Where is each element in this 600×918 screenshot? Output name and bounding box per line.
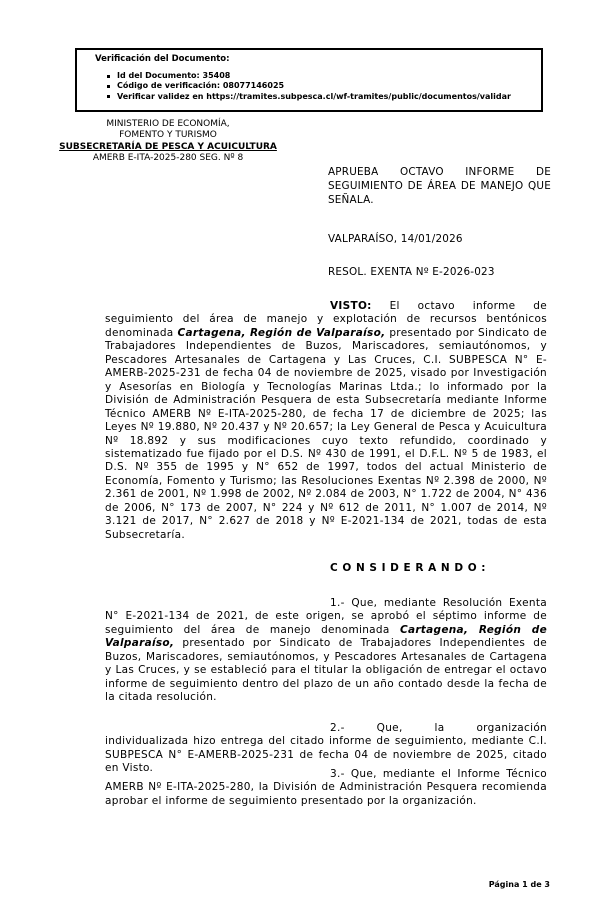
verification-item-code: Código de verificación: 08077146025 (105, 81, 541, 91)
amerb-reference: AMERB E-ITA-2025-280 SEG. Nº 8 (92, 152, 244, 163)
visto-text-2: presentado por Sindicato de Trabajadores Independientes de Buzos, Mariscadores, semiautónomos, y Pescadores Artesanales de Cartagena y Las Cruces, C.I. SUBPESCA N° E-AMERB-2025-231 de fecha 04 de noviembre de 2025, visado por Investigación y Asesorías en Biología y Tecnologías Marinas Ltda.; lo informado por la División de Administración Pesquera de esta Subsecretaría mediante Informe Técnico AMERB Nº E-ITA-2025-280, de fecha 17 de diciembre de 2025; las Leyes Nº 19.880, Nº 20.437 y Nº 20.657; la Ley General de Pesca y Acuicultura Nº 18.892 y sus modificaciones cuyo texto refundido, coordinado y sistematizado fue fijado por el D.S. Nº 430 de 1991, el D.F.L. Nº 5 de 1983, el D.S. Nº 355 de 1995 y N° 652 de 1997, todos del actual Ministerio de Economía, Fomento y Turismo; las Resoluciones Exentas Nº 2.398 de 2000, Nº 2.361 de 2001, Nº 1.998 de 2002, Nº 2.084 de 2003, N° 1.722 de 2004, N° 436 de 2006, N° 173 de 2007, N° 224 y Nº 612 de 2011, N° 1.007 de 2014, Nº 3.121 de 2017, N° 2.627 de 2018 y Nº E-2021-134 de 2021, todas de esta Subsecretaría. (105, 326, 547, 541)
verification-box (75, 48, 543, 112)
letterhead (40, 119, 296, 164)
verification-list (105, 71, 541, 102)
subsecretaria-title: SUBSECRETARÍA DE PESCA Y ACUICULTURA (59, 141, 277, 152)
page-number: Página 1 de 3 (488, 880, 550, 889)
considerando-paragraph-1 (105, 597, 547, 705)
considerando-heading: C O N S I D E R A N D O : (330, 562, 486, 574)
area-name: Cartagena, Región de Valparaíso, (105, 623, 547, 650)
ministry-line-2: FOMENTO Y TURISMO (119, 130, 217, 141)
visto-paragraph (105, 300, 547, 542)
verification-item-url: Verificar validez en https://tramites.subpesca.cl/wf-tramites/public/documentos/validar (105, 92, 541, 102)
place-date: VALPARAÍSO, 14/01/2026 (328, 233, 463, 245)
visto-text-1: El octavo informe de seguimiento del área de manejo y explotación de recursos bentónicos denominada (105, 300, 547, 339)
area-name: Cartagena, Región de Valparaíso, (177, 326, 386, 339)
considerando-1-text-1: 1.- Que, mediante Resolución Exenta N° E-2021-134 de 2021, de este origen, se aprobó el séptimo informe de seguimiento del área de manejo denominada (105, 597, 547, 636)
ministry-line-1: MINISTERIO DE ECONOMÍA, (106, 119, 230, 129)
considerando-1-text-2: presentado por Sindicato de Trabajadores Independientes de Buzos, Mariscadores, semiautónomos, y Pescadores Artesanales de Cartagena y Las Cruces, y se estableció para el titular la obligación de entregar el octavo informe de seguimiento dentro del plazo de un año contado desde la fecha de la citada resolución. (105, 637, 547, 704)
verification-item-document-id: Id del Documento: 35408 (105, 71, 541, 81)
considerando-paragraph-2: 2.- Que, la organización individualizada hizo entrega del citado informe de seguimiento, mediante C.I. SUBPESCA N° E-AMERB-2025-231 de fecha 04 de noviembre de 2025, citado en Visto. (105, 722, 547, 775)
visto-label: VISTO: (330, 300, 372, 312)
subject-title: APRUEBA OCTAVO INFORME DE SEGUIMIENTO DE ÁREA DE MANEJO QUE SEÑALA. (328, 166, 551, 206)
resolution-number: RESOL. EXENTA Nº E-2026-023 (328, 266, 495, 278)
considerando-paragraph-3: 3.- Que, mediante el Informe Técnico AMERB Nº E-ITA-2025-280, la División de Administración Pesquera recomienda aprobar el informe de seguimiento presentado por la organización. (105, 768, 547, 807)
verification-title: Verificación del Documento: (95, 54, 230, 64)
